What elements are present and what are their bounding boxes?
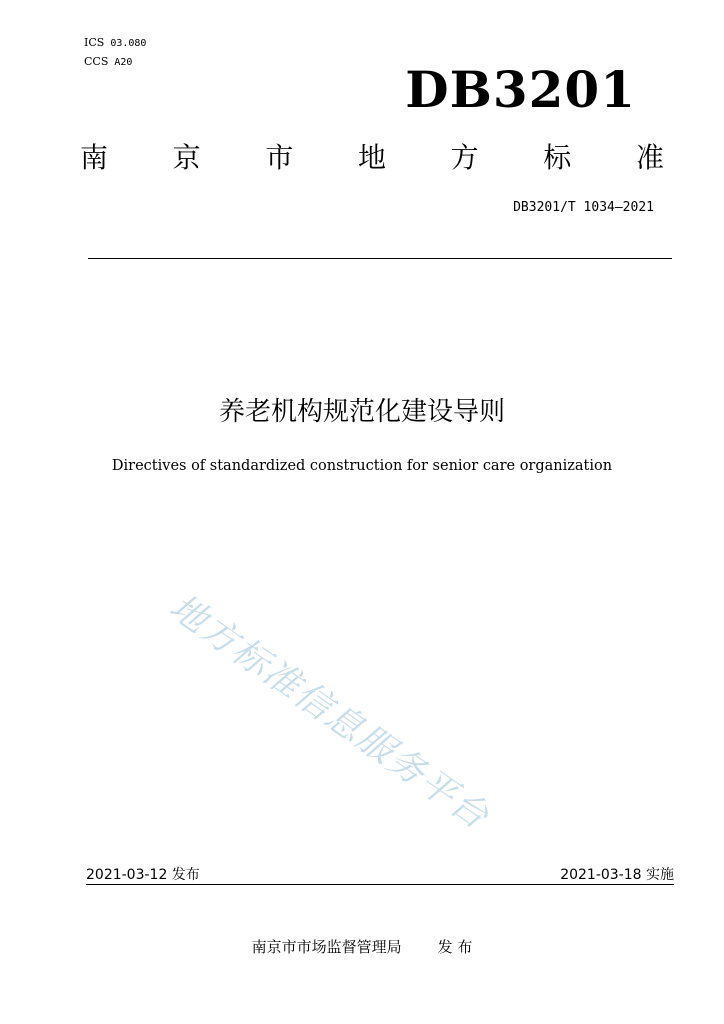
heading-char: 南 bbox=[80, 141, 109, 174]
ccs-classification bbox=[84, 55, 132, 70]
issuer-action: 发 布 bbox=[437, 938, 473, 956]
issuer-line bbox=[0, 936, 724, 957]
implementation-date: 2021-03-18 实施 bbox=[560, 867, 674, 883]
ccs-code: A20 bbox=[114, 57, 133, 68]
heading-char: 标 bbox=[543, 141, 572, 174]
heading-char: 地 bbox=[357, 141, 386, 174]
heading-char: 准 bbox=[635, 141, 664, 174]
top-divider bbox=[88, 258, 672, 259]
ics-classification bbox=[84, 36, 146, 51]
document-title-cn: 养老机构规范化建设导则 bbox=[218, 397, 505, 427]
ics-code: 03.080 bbox=[110, 38, 147, 49]
heading-char: 京 bbox=[172, 141, 201, 174]
heading-char: 方 bbox=[450, 141, 479, 174]
bottom-divider bbox=[86, 884, 674, 885]
standard-type-heading bbox=[80, 140, 664, 176]
watermark-text: 地方标准信息服务平台 bbox=[161, 586, 497, 839]
ics-label: ICS bbox=[84, 36, 105, 49]
issuer-org: 南京市市场监督管理局 bbox=[251, 938, 402, 956]
ccs-label: CCS bbox=[84, 55, 109, 68]
standard-logo: DB3201 bbox=[405, 60, 636, 119]
heading-char: 市 bbox=[265, 141, 294, 174]
standard-number: DB3201/T 1034—2021 bbox=[513, 200, 654, 215]
document-title-en: Directives of standardized construction for senior care organization bbox=[111, 458, 613, 474]
release-date: 2021-03-12 发布 bbox=[86, 867, 200, 883]
